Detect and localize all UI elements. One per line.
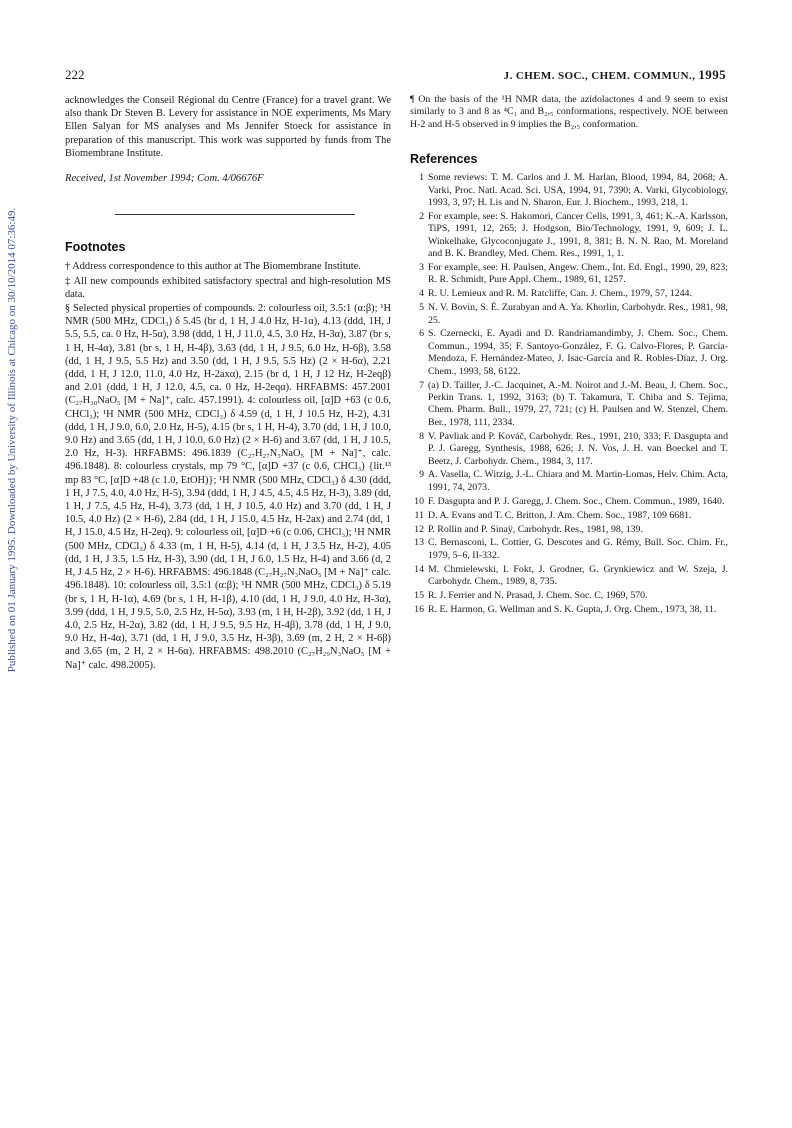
reference-number: 9	[419, 469, 424, 481]
footnote-double-dagger: ‡ All new compounds exhibited satisfactory spectral and high-resolution MS data.	[65, 275, 391, 300]
reference-text: For example, see: S. Hakomori, Cancer Cells, 1991, 3, 461; K.-A. Karlsson, TiPS, 1991, 12, 265; J. Hodgson, Bio/Technology, 1991, 9, 609; J. L. Winkelhake, Glycoconjugate J., 1991, 8, 381; B. N. N. Rao, M. Moreland and B. K. Brandley, Med. Chem. Res., 1991, 1, 1.	[428, 210, 728, 260]
journal-name: J. CHEM. SOC., CHEM. COMMUN.,	[503, 70, 696, 82]
reference-number: 13	[414, 537, 424, 549]
right-column	[410, 94, 728, 618]
reference-number: 7	[419, 379, 424, 391]
footnote-dagger: † Address correspondence to this author at The Biomembrane Institute.	[65, 261, 361, 273]
reference-text: A. Vasella, C. Witzig, J.-L. Chiara and M. Martin-Lomas, Helv. Chim. Acta, 1991, 74, 2073.	[428, 469, 728, 493]
reference-number: 6	[419, 328, 424, 340]
reference-item	[410, 590, 728, 602]
reference-item	[410, 172, 728, 209]
footnotes-heading: Footnotes	[65, 240, 126, 255]
reference-text: N. V. Bovin, S. É. Zurabyan and A. Ya. Khorlin, Carbohydr. Res., 1981, 98, 25.	[428, 302, 728, 326]
reference-item	[410, 604, 728, 616]
reference-number: 1	[419, 172, 424, 184]
reference-item	[410, 211, 728, 261]
reference-item	[410, 469, 728, 494]
reference-number: 8	[419, 430, 424, 442]
download-watermark-text[interactable]: Published on 01 January 1995. Downloaded by University of Illinois at Chicago on 30/10/2014 07:36:49.	[6, 207, 18, 673]
reference-text: S. Czernecki, E. Ayadi and D. Randriamandimby, J. Chem. Soc., Chem. Commun., 1994, 35; F. Santoyo-González, F. G. Calvo-Flores, P. García-Mendoza, F. Hernández-Mateo, J. Isac-García and R. Robles-Díaz, J. Org. Chem., 1993, 58, 6122.	[428, 328, 728, 377]
page-number: 222	[65, 67, 85, 82]
journal-year: 1995	[698, 67, 726, 82]
reference-number: 14	[414, 563, 424, 575]
section-divider	[115, 214, 355, 215]
reference-item	[410, 510, 728, 522]
reference-text: D. A. Evans and T. C. Britton, J. Am. Chem. Soc., 1987, 109 6681.	[428, 509, 692, 521]
reference-number: 5	[419, 302, 424, 314]
reference-number: 16	[414, 604, 424, 615]
reference-number: 3	[419, 261, 424, 273]
download-watermark-strip[interactable]	[0, 200, 24, 680]
reference-item	[410, 302, 728, 327]
reference-item	[410, 380, 728, 430]
reference-item	[410, 496, 728, 508]
footnote-pilcrow: ¶ On the basis of the ¹H NMR data, the azidolactones 4 and 9 seem to exist similarly to 3 and 8 as ⁴C₁ and B₂,₅ conformations, respectively. NOE between H-2 and H-5 observed in 9 implies the B₂,₅ conformation.	[410, 94, 728, 130]
reference-text: (a) D. Tailler, J.-C. Jacquinet, A.-M. Noirot and J.-M. Beau, J. Chem. Soc., Perkin Trans. 1, 1992, 3163; (b) T. Takamura, T. Chiba and S. Tejima, Chem. Pharm. Bull., 1979, 27, 721; (c) H. Paulsen and W. Stenzel, Chem. Ber., 1978, 111, 2334.	[428, 379, 728, 428]
reference-text: R. U. Lemieux and R. M. Ratcliffe, Can. J. Chem., 1979, 57, 1244.	[428, 288, 692, 300]
reference-number: 15	[414, 590, 424, 602]
reference-text: C. Bernasconi, L. Cottier, G. Descotes and G. Rémy, Bull. Soc. Chim. Fr., 1979, 5–6, II-332.	[428, 537, 728, 561]
reference-item	[410, 537, 728, 562]
reference-text: F. Dasgupta and P. J. Garegg, J. Chem. Soc., Chem. Commun., 1989, 1640.	[428, 495, 725, 507]
reference-number: 4	[419, 288, 424, 300]
reference-text: R. J. Ferrier and N. Prasad, J. Chem. Soc. C, 1969, 570.	[428, 590, 648, 602]
received-line: Received, 1st November 1994; Com. 4/06676F	[65, 173, 264, 185]
reference-text: For example, see: H. Paulsen, Angew. Chem., Int. Ed. Engl., 1990, 29, 823; R. R. Schmidt, Pure Appl. Chem., 1989, 61, 1257.	[428, 261, 728, 286]
reference-text: R. E. Harmon, G. Wellman and S. K. Gupta, J. Org. Chem., 1973, 38, 11.	[428, 604, 717, 615]
reference-list	[410, 172, 728, 616]
reference-item	[410, 524, 728, 536]
acknowledgement-paragraph: acknowledges the Conseil Régional du Centre (France) for a travel grant. We also thank Dr Steven B. Levery for assistance in NOE experiments, Ms Mary Ellen Salyan for MS analyses and Ms Jennifer Stoeck for assistance in preparation of this manuscript. This work was supported by funds from The Biomembrane Institute.	[65, 95, 391, 159]
reference-item	[410, 564, 728, 589]
reference-item	[410, 288, 728, 300]
running-head	[504, 67, 726, 83]
reference-item	[410, 328, 728, 378]
reference-text: M. Chmielewski, I. Fokt, J. Grodner, G. Grynkiewicz and W. Szeja, J. Carbohydr. Chem., 1989, 8, 735.	[428, 563, 728, 588]
reference-text: Some reviews: T. M. Carlos and J. M. Harlan, Blood, 1994, 84, 2068; A. Varki, Proc. Natl. Acad. Sci. USA, 1994, 91, 7390; A. Varki, Glycobiology, 1993, 3, 97; H. Lis and N. Sharon, Eur. J. Biochem., 1993, 218, 1.	[428, 172, 728, 208]
reference-number: 11	[414, 509, 424, 521]
reference-number: 12	[414, 523, 424, 535]
reference-item	[410, 431, 728, 468]
reference-number: 10	[414, 495, 424, 507]
reference-number: 2	[419, 210, 424, 222]
reference-text: P. Rollin and P. Sinaÿ, Carbohydr. Res., 1981, 98, 139.	[428, 523, 643, 535]
left-column	[65, 94, 391, 673]
footnote-physical-properties: § Selected physical properties of compounds. 2: colourless oil, 3.5:1 (α:β); ¹H NMR (500 MHz, CDCl₃) δ 5.45 (br d, 1 H, J 4.0 Hz, H-1α), 4.13 (ddd, 1H, J 5.5, 5.5, ca. 0 Hz, H-5α), 3.98 (ddd, 1 H, J 11.0, 4.5, 3.0 Hz, H-3α), 3.87 (br s, 1 H, H-4α), 3.81 (br s, 1 H, H-4β), 3.63 (dd, 1 H, J 9.5, 6.0 Hz, H-6β), 3.58 (dd, 1 H, J 9.5, 5.5 Hz) and 3.50 (dd, 1 H, J 9.5, 5.5 Hz) (2 × H-6α), 2.21 (ddd, 1 H, J 12.0, 11.0, 4.0 Hz, H-2axα), 2.15 (br d, 1 H, J 12 Hz, H-2eqβ) and 2.01 (ddd, 1 H, J 12.0, 4.5, ca. 0 Hz, H-2eqα). HRFABMS: 457.2001 (C₂₇H₃₀NaO₅ [M + Na]⁺, calc. 457.1991). 4: colourless oil, [α]D +63 (c 0.6, CHCl₃); ¹H NMR (500 MHz, CDCl₃) δ 4.59 (d, 1 H, J 10.5 Hz, H-2), 4.31 (ddd, 1 H, J 9.0, 6.0, 2.0 Hz, H-5), 4.15 (br s, 1 H, H-4), 3.70 (dd, 1 H, J 10.0, 9.0 Hz) and 3.65 (dd, 1 H, J 10.0, 6.0 Hz) (2 × H-6) and 3.67 (dd, 1 H, J 10.5, 2.0 Hz, H-3). HRFABMS: 496.1839 (C₂₇H₂₇N₃NaO₅ [M + Na]⁺, calc. 496.1848). 8: colourless crystals, mp 79 °C, [α]D +37 (c 0.6, CHCl₃) {lit.¹³ mp 83 °C, [α]D +48 (c 1.0, EtOH)}; ¹H NMR (500 MHz, CDCl₃) δ 4.30 (ddd, 1 H, J 7.5, 4.0, 4.0 Hz, H-5), 3.94 (ddd, 1 H, J 4.5, 4.5, 4.5 Hz, H-3), 3.89 (dd, 1 H, J 7.5, 4.5 Hz, H-4), 3.73 (dd, 1 H, J 10.5, 4.0 Hz) and 3.70 (dd, 1 H, J 10.5, 4.0 Hz) (2 × H-6), 2.84 (dd, 1 H, J 15.0, 4.5 Hz, H-2ax) and 2.74 (dd, 1 H, J 15.0, 4.5 Hz, H-2eq). 9: colourless oil, [α]D +6 (c 0.06, CHCl₃); ¹H NMR (500 MHz, CDCl₃) δ 4.33 (m, 1 H, H-5), 4.14 (d, 1 H, J 3.5 Hz, H-2), 4.05 (dd, 1 H, J 3.5, 1.5 Hz, H-3), 3.90 (dd, 1 H, J 6.0, 1.5 Hz, H-4) and 3.66 (d, 2 H, J 4.5 Hz, 2 × H-6). HRFABMS: 496.1848 (C₂₇H₂₇N₃NaO₅ [M + Na]⁺ calc. 496.1848). 10: colourless oil, 3.5:1 (α:β); ¹H NMR (500 MHz, CDCl₃) δ 5.19 (br s, 1 H, H-1α), 4.69 (br s, 1 H, H-1β), 4.10 (dd, 1 H, J 9.0, 4.0 Hz, H-3α), 3.99 (ddd, 1 H, J 9.5, 5.0, 2.5 Hz, H-5α), 3.93 (m, 1 H, H-2β), 3.92 (dd, 1 H, J 4.0, 2.5 Hz, H-2α), 3.82 (dd, 1 H, J 9.5, 9.5 Hz, H-4β), 3.78 (dd, 1 H, J 9.0, 9.0 Hz, H-4α), 3.71 (dd, 1 H, J 9.0, 3.5 Hz, H-3β), 3.69 (m, 2 H, 2 × H-6β) and 3.65 (m, 2 H, 2 × H-6α). HRFABMS: 498.2010 (C₂₇H₂₉N₃NaO₅ [M + Na]⁺ calc. 498.2005).	[65, 303, 391, 671]
reference-item	[410, 262, 728, 287]
reference-text: V. Pavliak and P. Kováč, Carbohydr. Res., 1991, 210, 333; F. Dasgupta and P. J. Garegg, Synthesis, 1988, 626; J. N. Vos, J. H. van Boeckel and T. Beetz, J. Carbohydr. Chem., 1984, 3, 117.	[428, 430, 728, 467]
references-heading: References	[410, 151, 478, 166]
